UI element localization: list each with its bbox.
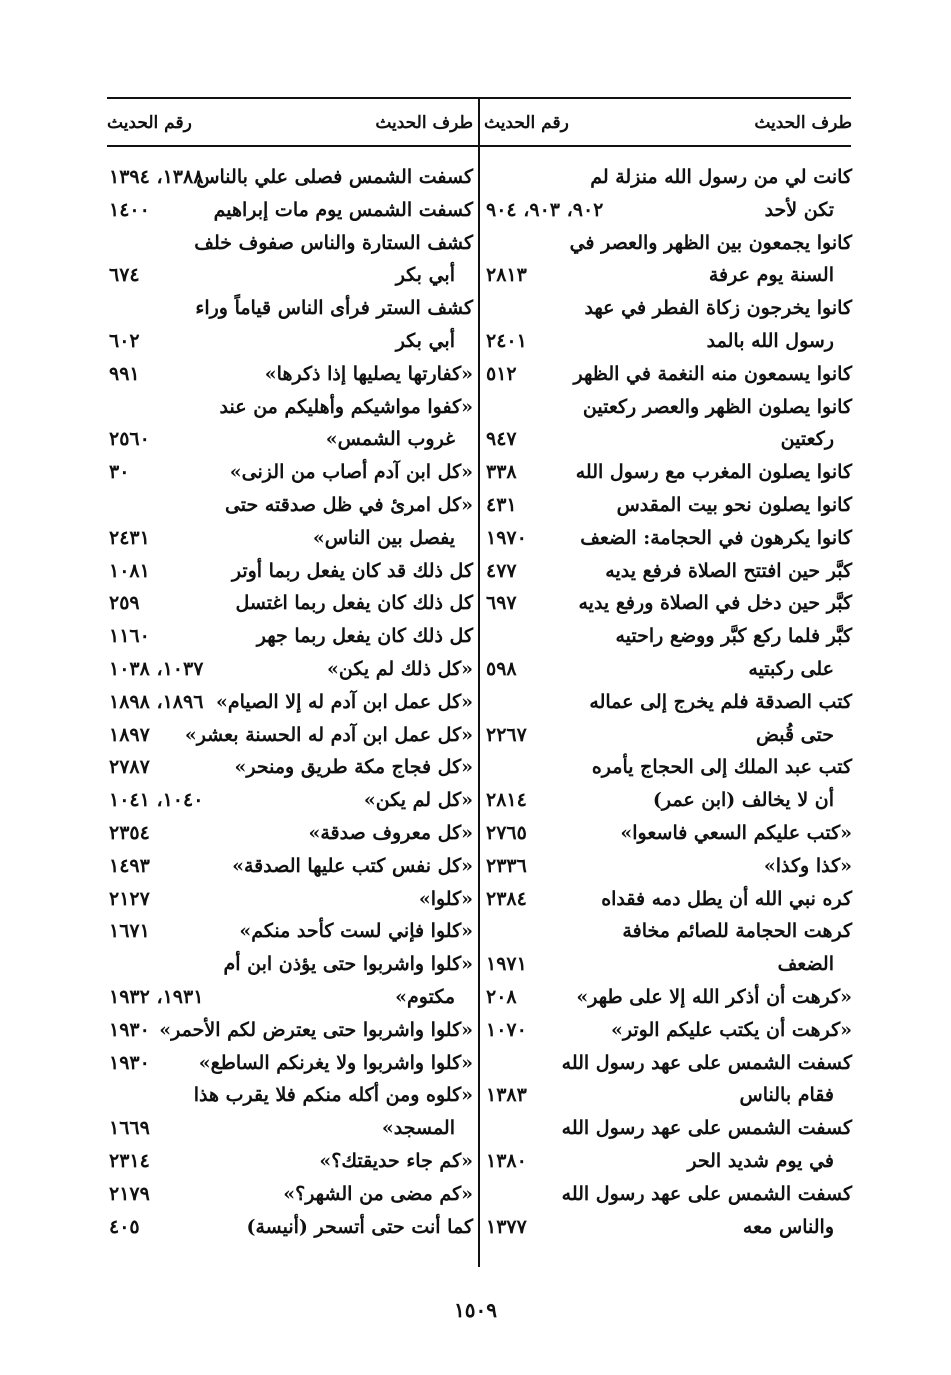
right-column-header [484, 109, 852, 139]
hadith-number: ٦٩٧ [486, 592, 517, 615]
index-entry-line [484, 521, 852, 554]
index-entry-line [107, 455, 473, 488]
hadith-phrase: السنة يوم عرفة [708, 264, 834, 287]
hadith-number: ٢٨١٣ [486, 264, 527, 287]
column-header-number: رقم الحديث [484, 113, 569, 133]
hadith-number: ١٩٧١ [486, 953, 527, 976]
index-entry-line [484, 324, 852, 357]
index-entry-line [484, 783, 852, 816]
left-column-header [107, 109, 473, 139]
hadith-number: ١١٦٠ [109, 625, 150, 648]
index-entry-line [484, 685, 852, 718]
index-entry-line [107, 586, 473, 619]
hadith-phrase: «كل فجاج مكة طريق ومنحر» [234, 756, 473, 779]
hadith-number: ٢٧٨٧ [109, 756, 150, 779]
hadith-number: ٣٣٨ [486, 461, 517, 484]
index-entry-line [107, 619, 473, 652]
index-entry-line [484, 1013, 852, 1046]
hadith-phrase: أبي بكر [395, 264, 455, 287]
index-entry-line [107, 291, 473, 324]
index-entry-line [484, 914, 852, 947]
hadith-phrase: «كذا وكذا» [763, 854, 852, 877]
hadith-phrase: «كل معروف صدقة» [308, 822, 473, 844]
hadith-phrase: أبي بكر [395, 330, 455, 352]
hadith-phrase: كبَّر حين افتتح الصلاة فرفع يديه [605, 559, 852, 582]
hadith-number: ١٩٧٠ [486, 526, 527, 549]
index-entry-line [107, 947, 473, 980]
hadith-phrase: كانوا يسمعون منه النغمة في الظهر [573, 362, 852, 385]
hadith-phrase: الضعف [777, 953, 834, 976]
column-header-term: طرف الحديث [754, 113, 852, 133]
hadith-phrase: «كفوا مواشيكم وأهليكم من عند [219, 395, 473, 418]
index-entry-line [107, 750, 473, 783]
hadith-number: ٢٣٥٤ [109, 822, 150, 844]
hadith-phrase: «كم جاء حديقتك؟» [319, 1150, 473, 1172]
hadith-phrase: «كلوا واشربوا حتى يؤذن ابن أم [223, 953, 473, 976]
hadith-phrase: كسفت الشمس فصلى علي بالناس [196, 166, 473, 188]
hadith-phrase: والناس معه [742, 1215, 834, 1238]
index-entry-line [107, 1177, 473, 1210]
hadith-number: ٩٩١ [109, 362, 140, 385]
hadith-number: ١٠٧٠ [486, 1018, 527, 1041]
hadith-phrase: كانت لي من رسول الله منزلة لم [590, 166, 852, 188]
index-entry-line [107, 521, 473, 554]
hadith-phrase: كانوا يجمعون بين الظهر والعصر في [569, 231, 852, 254]
hadith-number: ١٩٣١، ١٩٣٢ [109, 986, 204, 1008]
hadith-number: ١٦٦٩ [109, 1117, 150, 1140]
hadith-phrase: كرهت الحجامة للصائم مخافة [622, 920, 852, 943]
index-entry-line [484, 488, 852, 521]
hadith-number: ١٠٤٠، ١٠٤١ [109, 789, 204, 812]
hadith-number: ٤٧٧ [486, 559, 517, 582]
hadith-phrase: «كل ذلك لم يكن» [327, 658, 473, 680]
index-entry-line [107, 193, 473, 226]
hadith-phrase: كانوا يصلون المغرب مع رسول الله [575, 461, 852, 484]
hadith-phrase: كسفت الشمس يوم مات إبراهيم [213, 198, 473, 221]
left-column [107, 0, 473, 1375]
hadith-phrase: ركعتين [780, 428, 834, 451]
index-entry-line [107, 718, 473, 751]
hadith-phrase: كتب الصدقة فلم يخرج إلى عماله [589, 690, 852, 713]
hadith-phrase: كبَّر حين دخل في الصلاة ورفع يديه [578, 592, 852, 615]
hadith-number: ٢٤٣١ [109, 526, 150, 549]
index-entry-line [107, 390, 473, 423]
hadith-number: ٢٥٩ [109, 592, 140, 615]
hadith-number: ١٨٩٦، ١٨٩٨ [109, 690, 204, 713]
hadith-number: ٢١٧٩ [109, 1182, 150, 1205]
index-entry-line [484, 652, 852, 685]
hadith-phrase: «كل عمل ابن آدم له الحسنة بعشر» [184, 723, 473, 746]
index-entry-line [107, 980, 473, 1013]
hadith-number: ٢٣٨٤ [486, 887, 527, 910]
hadith-number: ٢٨١٤ [486, 789, 527, 812]
hadith-phrase: كسفت الشمس على عهد رسول الله [561, 1051, 852, 1074]
index-entry-line [484, 357, 852, 390]
index-entry-line [107, 554, 473, 587]
hadith-phrase: كانوا يخرجون زكاة الفطر في عهد [584, 297, 852, 320]
hadith-phrase: «كل نفس كتب عليها الصدقة» [232, 854, 473, 877]
index-entry-line [484, 390, 852, 423]
index-entry-line [107, 422, 473, 455]
hadith-number: ٢٤٠١ [486, 330, 527, 352]
hadith-phrase: فقام بالناس [739, 1084, 834, 1107]
hadith-phrase: «كلوا» [418, 887, 473, 910]
index-entry-line [107, 783, 473, 816]
index-entry-line [107, 1046, 473, 1079]
hadith-phrase: «كل امرئ في ظل صدقته حتى [224, 494, 473, 516]
hadith-phrase: على ركبتيه [748, 658, 834, 680]
hadith-phrase: كانوا يكرهون في الحجامة: الضعف [580, 526, 852, 549]
hadith-phrase: كانوا يصلون الظهر والعصر ركعتين [582, 395, 852, 418]
hadith-phrase: حتى قُبض [755, 723, 834, 746]
hadith-phrase: «كلوا فإني لست كأحد منكم» [239, 920, 473, 943]
hadith-number: ١٩٣٠ [109, 1051, 150, 1074]
index-entry-line [484, 291, 852, 324]
hadith-phrase: «كلوا واشربوا حتى يعترض لكم الأحمر» [159, 1018, 473, 1041]
index-entry-line [107, 226, 473, 259]
hadith-number: ١٤٠٠ [109, 198, 150, 221]
hadith-phrase: تكن لأحد [764, 198, 834, 221]
index-entry-line [484, 1111, 852, 1144]
hadith-number: ١٩٣٠ [109, 1018, 150, 1041]
hadith-phrase: كبَّر فلما ركع كبَّر ووضع راحتيه [615, 625, 852, 648]
index-entry-line [107, 1111, 473, 1144]
index-entry-line [107, 652, 473, 685]
hadith-number: ٦٠٢ [109, 330, 140, 352]
index-entry-line [484, 1046, 852, 1079]
index-entry-line [484, 586, 852, 619]
index-entry-line [107, 324, 473, 357]
column-header-number: رقم الحديث [107, 113, 192, 133]
index-entry-line [484, 554, 852, 587]
column-header-term: طرف الحديث [375, 113, 473, 133]
hadith-phrase: «كلوا واشربوا ولا يغرنكم الساطع» [198, 1051, 473, 1074]
hadith-number: ٢٥٦٠ [109, 428, 150, 451]
hadith-number: ١٣٨٠ [486, 1150, 527, 1172]
hadith-number: ٩٠٢، ٩٠٣، ٩٠٤ [486, 198, 604, 221]
hadith-phrase: كسفت الشمس على عهد رسول الله [561, 1182, 852, 1205]
hadith-phrase: كل ذلك كان يفعل ربما جهر [256, 625, 473, 648]
index-entry-line [484, 455, 852, 488]
hadith-number: ٢٢٦٧ [486, 723, 527, 746]
hadith-phrase: في يوم شديد الحر [687, 1150, 834, 1172]
hadith-phrase: غروب الشمس» [325, 428, 455, 451]
hadith-phrase: «كل لم يكن» [363, 789, 473, 812]
index-entry-line [484, 1144, 852, 1177]
hadith-phrase: أن لا يخالف (ابن عمر) [652, 789, 834, 812]
hadith-phrase: كتب عبد الملك إلى الحجاج يأمره [591, 756, 852, 779]
hadith-number: ٦٧٤ [109, 264, 140, 287]
hadith-phrase: «كرهت أن أذكر الله إلا على طهر» [576, 986, 852, 1008]
hadith-phrase: كره نبي الله أن يطل دمه فقداه [601, 887, 852, 910]
index-entry-line [107, 914, 473, 947]
hadith-number: ٣٠ [109, 461, 130, 484]
hadith-number: ٢١٢٧ [109, 887, 150, 910]
index-entry-line [107, 1013, 473, 1046]
hadith-phrase: «كم مضى من الشهر؟» [283, 1182, 473, 1205]
hadith-number: ٢٧٦٥ [486, 822, 527, 844]
page-number: ١٥٠٩ [454, 1298, 497, 1322]
index-entry-line [484, 718, 852, 751]
index-entry-line [484, 193, 852, 226]
hadith-number: ٢٣١٤ [109, 1150, 150, 1172]
hadith-number: ١٦٧١ [109, 920, 150, 943]
index-entry-line [484, 226, 852, 259]
index-entry-line [484, 882, 852, 915]
hadith-number: ١٣٨٨، ١٣٩٤ [109, 166, 204, 188]
hadith-phrase: كل ذلك قد كان يفعل ربما أوتر [231, 559, 473, 582]
hadith-number: ١٠٨١ [109, 559, 150, 582]
hadith-number: ٤٣١ [486, 494, 517, 516]
index-entry-line [484, 980, 852, 1013]
index-entry-line [107, 1210, 473, 1243]
index-entry-line [107, 849, 473, 882]
hadith-number: ٥١٢ [486, 362, 517, 385]
hadith-number: ٥٩٨ [486, 658, 517, 680]
hadith-number: ١٣٧٧ [486, 1215, 527, 1238]
index-entry-line [107, 1078, 473, 1111]
index-entry-line [484, 1210, 852, 1243]
index-entry-line [484, 947, 852, 980]
index-entry-line [107, 882, 473, 915]
hadith-phrase: كسفت الشمس على عهد رسول الله [561, 1117, 852, 1140]
hadith-phrase: رسول الله بالمد [706, 330, 834, 352]
hadith-number: ٤٠٥ [109, 1215, 140, 1238]
index-entry-line [107, 816, 473, 849]
hadith-phrase: «كل عمل ابن آدم له إلا الصيام» [215, 690, 473, 713]
hadith-phrase: «كلوه ومن أكله منكم فلا يقرب هذا [193, 1084, 473, 1107]
hadith-phrase: «كفارتها يصليها إذا ذكرها» [264, 362, 473, 385]
index-entry-line [484, 849, 852, 882]
hadith-number: ١٤٩٣ [109, 854, 150, 877]
index-entry-line [484, 816, 852, 849]
index-entry-line [484, 160, 852, 193]
index-entry-line [107, 160, 473, 193]
hadith-phrase: كشف الستر فرأى الناس قياماً وراء [195, 297, 473, 320]
index-entry-line [484, 422, 852, 455]
hadith-phrase: كانوا يصلون نحو بيت المقدس [616, 494, 852, 516]
index-entry-line [484, 750, 852, 783]
hadith-number: ١٣٨٣ [486, 1084, 527, 1107]
index-entry-line [484, 619, 852, 652]
hadith-phrase: «كل ابن آدم أصاب من الزنى» [229, 461, 473, 484]
hadith-phrase: «كرهت أن يكتب عليكم الوتر» [611, 1018, 852, 1041]
hadith-phrase: كشف الستارة والناس صفوف خلف [194, 231, 473, 254]
column-divider [478, 97, 480, 1267]
hadith-number: ١٠٣٧، ١٠٣٨ [109, 658, 204, 680]
index-entry-line [107, 1144, 473, 1177]
index-entry-line [107, 258, 473, 291]
hadith-number: ٢٣٣٦ [486, 854, 527, 877]
hadith-phrase: المسجد» [381, 1117, 455, 1140]
index-entry-line [107, 357, 473, 390]
hadith-phrase: مكتوم» [395, 986, 455, 1008]
hadith-phrase: يفصل بين الناس» [312, 526, 455, 549]
hadith-phrase: «كتب عليكم السعي فاسعوا» [620, 822, 852, 844]
index-entry-line [484, 1177, 852, 1210]
right-column [484, 0, 852, 1375]
index-entry-line [107, 488, 473, 521]
hadith-number: ١٨٩٧ [109, 723, 150, 746]
hadith-phrase: كل ذلك كان يفعل ربما اغتسل [235, 592, 473, 615]
hadith-number: ٩٤٧ [486, 428, 517, 451]
hadith-number: ٢٠٨ [486, 986, 517, 1008]
index-entry-line [107, 685, 473, 718]
hadith-phrase: كما أنت حتى أتسحر (أنيسة) [246, 1215, 473, 1238]
index-entry-line [484, 1078, 852, 1111]
index-entry-line [484, 258, 852, 291]
